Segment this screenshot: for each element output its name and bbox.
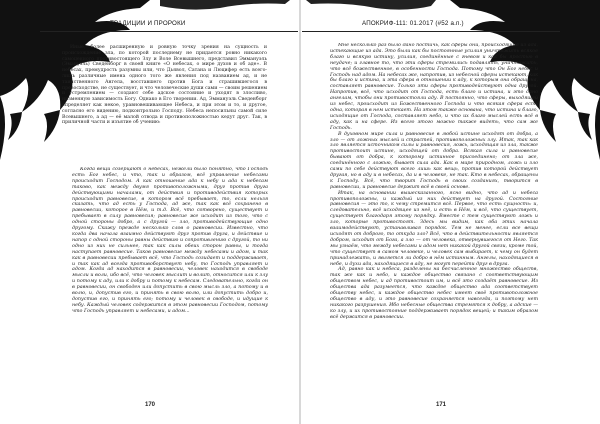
running-header: АПОКРИФ-111: 01.2017 (#52 а.п.) bbox=[362, 20, 464, 27]
block-quote bbox=[72, 167, 268, 385]
header-rule bbox=[302, 31, 560, 32]
paragraph: Итак, на основании вышесказанного, ясно видно, что ад и небеса противоположны, и каждый из них действует на другой. Состояние равновесия — это то, к чему стремится всё. Первое, что есть сущность: и, следовательно, всё исходящее из неё, и есть в Нём, и всё, что существует, существует благодаря этому порядку. Вместе с тем существуют ложь и зло, которые противостоят. Здесь мы видим, как оба этих начала взаимодействуют, устанавливая порядок. Тем не менее, если все вещи исходят от доброго, то откуда зло? Всё, что в действительности является добром, исходит от Бога, а зло — от человека, отвернувшегося от Него. Так мы узнаём, что между небесами и адом нет никакой другой связи, кроме той, что существует в самом человеке, и человек сам выбирает, к чему он будет принадлежать, и является ли добро в нём истинным. Ангелы, находящиеся в небе, и духи ада, находящиеся в аду, не могут перейти друг в друга. bbox=[330, 190, 538, 267]
intro-paragraph: Иные, более расширенную и ровную точку зрения на сущность и происхождение зла, по которой последнему не придается ровно никакого самоценного противостоящего Злу и Воле Всевышнего, представил Эммануэль (Эмануэль) Сведенборг в своей книге «О небесах, о мире духов и об аде». В небесах, премудрость разумны или, что Дьявол, Сатана и Люцифер есть всего-лишь различные имена одного того же явления под названием ад, и не таинственного Ангела, восставшего против Бога и страшившегося в превосходстве, не существует, и что человеческие души сами — своим решением и устремлением — создают себе адское состояние и уходят в злосливо, низменную зависимость Богу. Однако в Его творении. Ад, Эммануэль Сведенборг определяет как некое, уравновешивающее Небеса, и при этом и то, и другое, согласно его видению, подконтрольно Господу. Небеса непосильны самой силе Всевышнего, а ад — её малой отвода и противоположностью кедут друг. Так, в приличной части и изъятие об учению: bbox=[62, 45, 267, 126]
paragraph: Мне несколько раз было дано постичь, как сферы они, происходящие из ада, истекающие из ада. Это были как бы постоянные усилия уничтожить всякое благо и всякую истину, усилия, соединённые с гневом и как бы яростью в неудаче; и главное то, что эти сферы стремились подавлять, уничтожить, что всё божественное, в особенности Господа. Потому что Он Бог небес и Господь над адом. На небесах же, напротив, из небесной сферы истекают, как бы благо и истина, и эта сфера в отношении к аду, к которым она обращена, составляет равновесие. Только эти сферы противодействуют одна другой. Напротив, всё, что исходит от Господа, есть благо и истина, и это дано ангелам, чтобы они противостояли аду. В постоянно, что сферы, выходящей из небес, происходит из Божественного Господа и что всякая сфера есть одна, которая в нем истекает. На этом также основана, что истина и благо, исходящие от Господа, составляет небо, и что их благо мыслей есть всё в аду, как и на сфере. Из всего этого можно также видеть, что сам же Господь. bbox=[330, 43, 538, 131]
paragraph: В духовном мире сила и равновесие в любой истине исходят от добра, а зло — от ложных мыслей и страстей, противоположных злу. Итак, так как зло является источником силы и равновесия, ложь, исходящая из зла, также противостоит истине, исходящей от добра. Всякая сила и равновесие бывают от добра, к которому истинное присоединено; от зла же, соединённого с ложью, бывает сила ада. Как в мире природном, ложь и зло сами по себе действуют всего лишь как вещь, против которой действует другая, но в аду и в небесах, да и в человеке, не так. Кто в небесах, обращены к Господу. Всё, что творит Господь в своих созданиях, творится в равновесии, и равновесие держит всё в своей основе. bbox=[330, 131, 538, 190]
running-header: ТРАДИЦИИ И ПРОРОКИ bbox=[110, 20, 186, 27]
page-number: 171 bbox=[436, 402, 447, 408]
page-number: 170 bbox=[145, 402, 156, 408]
paragraph: Ад, равно как и небеса, разделены на бесчисленное множество обществ, так же как и небо, и каждое общество связано с соответствующим обществом небес, и ад противостоит им, и всё это создаёт равновесие. Из общества ада разумеется, что каждое общество ада соответствует обществу небес, и каждое общество небес имеет своё противоположное общество в аду, и это равновесие сохраняется навсегда, и поэтому нет никакого разрушения. Ибо небесные общества стремятся к добру, а адские — ко злу, и их противостояние поддерживает порядок вещей; и таким образом всё держится в равновесии. bbox=[330, 267, 538, 320]
header-rule bbox=[40, 31, 298, 32]
body-text bbox=[62, 45, 267, 126]
decorative-leaf-icon bbox=[306, 0, 436, 14]
body-text bbox=[330, 43, 538, 398]
decorative-leaf-icon bbox=[160, 0, 290, 14]
quote-paragraph: Когда вещи созерцают о небесах, нежели было понятно, что Господь есть Бог небес, и что, так и образом, всё управление небесами происходит Господом. А как отношение ада к небу и ада к небесам таково, как между двумя противоположными, друг против друга действующими началами, от действия и противодействия которых происходит равновесие, в котором всё пребывает, то, если нельзя сказать, что ад есть у Господа, ад же, так как всё сохранено в равновесии, которое в Нём, и т.д. Всё, что сотворено, существует и пребывает в силу равновесия; равновесие же исходит из того, что с одной стороны добро, а с другой — зло, противодействующие одно другому. Скажу прежде несколько слов о равновесии. Известно, что когда два начала взаимно действуют друг против друга, и действие и напор с одной стороны равны действию и сопротивлению с другой, то ни одно из них не сильнее, так как силы обеих сторон равны, и тогда наступает равновесие. Таков равновесие между небесами и адом, и так как в равновесии пребывает всё, что Господь созидает и поддерживает, и так как ад всегда противоборствует небу, то Господь управляет и адом. Когда ад находится в равновесии, человек находится в свободе мысли и воли, ибо всё, что человек мыслит и волит, относится или к злу и потому к аду, или к добру и потому к небесам. Следовательно, когда он в равновесии, он свободен или допустить в свою мысль зло, а потому и в волю, и, допустив его, и принять в свою волю, или допустить добро и, допустив его, и принять его; потому и человек в свободе, и идущие к небу. Каждый человек содержится в этом равновесии Господом, потому что Господь управляет и небесами, и адом... bbox=[72, 167, 268, 314]
right-page bbox=[300, 0, 600, 424]
